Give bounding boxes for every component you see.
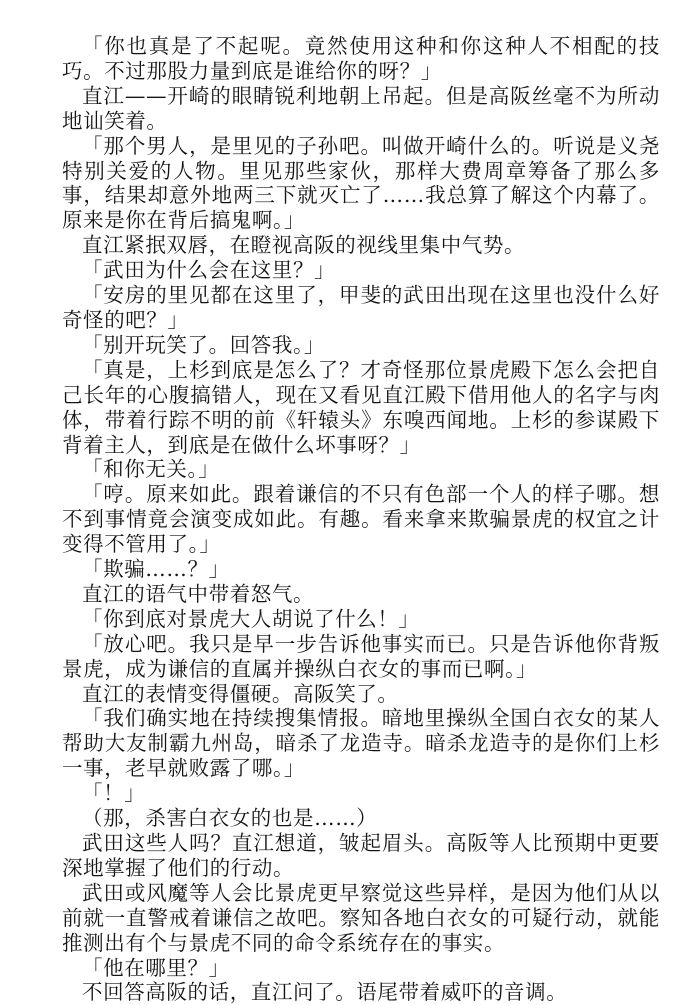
paragraph: 直江——开崎的眼睛锐利地朝上吊起。但是高阪丝毫不为所动地讪笑着。 bbox=[62, 83, 660, 133]
paragraph: 「和你无关。」 bbox=[82, 457, 220, 482]
paragraph: 「！」 bbox=[82, 781, 146, 806]
paragraph: 「别开玩笑了。回答我。」 bbox=[82, 332, 325, 357]
paragraph: 「你也真是了不起呢。竟然使用这种和你这种人不相配的技巧。不过那股力量到底是谁给你的呀？」 bbox=[62, 34, 660, 83]
paragraph: 「安房的里见都在这里了，甲斐的武田出现在这里也没什么好奇怪的吧？」 bbox=[62, 283, 660, 332]
paragraph: 直江的语气中带着怒气。 bbox=[82, 581, 315, 606]
paragraph: （那，杀害白衣女的也是……） bbox=[82, 806, 378, 831]
paragraph: 「放心吧。我只是早一步告诉他事实而已。只是告诉他你背叛景虎，成为谦信的直属并操纵白衣女的事而已啊。」 bbox=[62, 631, 660, 681]
paragraph: 「欺骗……？」 bbox=[82, 557, 230, 582]
paragraph: 直江紧抿双唇，在瞪视高阪的视线里集中气势。 bbox=[82, 233, 526, 258]
paragraph: 武田或风魔等人会比景虎更早察觉这些异样，是因为他们从以前就一直警戒着谦信之故吧。察知各地白衣女的可疑行动，就能推测出有个与景虎不同的命令系统存在的事实。 bbox=[62, 880, 660, 955]
paragraph: 「哼。原来如此。跟着谦信的不只有色部一个人的样子哪。想不到事情竟会演变成如此。有趣。看来拿来欺骗景虎的权宜之计变得不管用了。」 bbox=[62, 482, 660, 557]
paragraph: 「你到底对景虎大人胡说了什么！」 bbox=[82, 606, 420, 631]
paragraph: 「那个男人，是里见的子孙吧。叫做开崎什么的。听说是义尧特别关爱的人物。里见那些家伙，那样大费周章筹备了那么多事，结果却意外地两三下就灭亡了……我总算了解这个内幕了。原来是你在背后搞鬼啊。」 bbox=[62, 133, 660, 233]
paragraph: 「武田为什么会在这里？」 bbox=[82, 258, 336, 283]
paragraph: 「真是，上杉到底是怎么了？才奇怪那位景虎殿下怎么会把自己长年的心腹搞错人，现在又看见直江殿下借用他人的名字与肉体，带着行踪不明的前《轩辕头》东嗅西闻地。上杉的参谋殿下背着主人，到底是在做什么坏事呀？」 bbox=[62, 357, 660, 457]
paragraph: 不回答高阪的话，直江问了。语尾带着威吓的音调。 bbox=[82, 980, 568, 1005]
paragraph: 「我们确实地在持续搜集情报。暗地里操纵全国白衣女的某人帮助大友制霸九州岛，暗杀了龙造寺。暗杀龙造寺的是你们上杉一事，老早就败露了哪。」 bbox=[62, 706, 660, 781]
paragraph: 武田这些人吗？直江想道，皱起眉头。高阪等人比预期中更要深地掌握了他们的行动。 bbox=[62, 831, 660, 880]
paragraph: 直江的表情变得僵硬。高阪笑了。 bbox=[82, 681, 399, 706]
paragraph: 「他在哪里？」 bbox=[82, 955, 230, 980]
